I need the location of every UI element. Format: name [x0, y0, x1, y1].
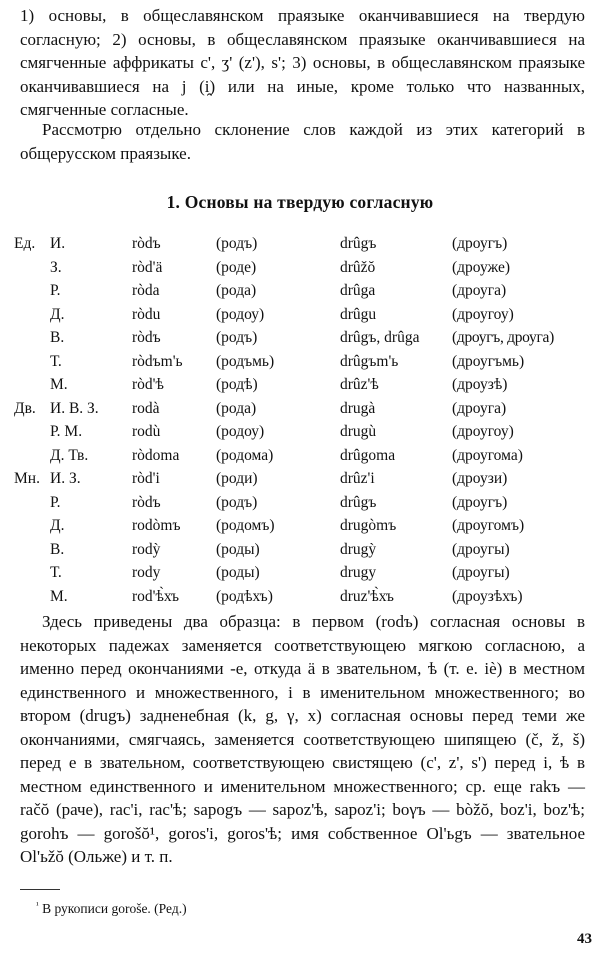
paragraph-commentary: Здесь приведены два образца: в первом (rodъ) согласная основы в некоторых падежах заменяется соответствующею мягкою согласною, а именно перед окончаниями -e, откуда ä в звательном, ѣ (т. е. iè) в местном единственного и множественного, i в именительном множественного; во втором (drugъ) задненебная (k, g, γ, x) согласная основы перед теми же окончаниями, смягчаясь, заменяется соответствующею шипящею (č, ž, š) перед e в звательном, соответствующею свистящею (c', z', s') перед i, ѣ в местном единственного и именительном множественного; ср. еще rakъ — račŏ (раче), rac'i, rac'ѣ; sapogъ — sapoz'ѣ, sapoz'i; boγъ — bòžŏ, boz'i, boz'ѣ; gorohъ — gorošŏ¹, goros'i, goros'ѣ; имя собственное Ol'ьgъ — звательное Ol'ьžŏ (Ольже) и т. п. [20, 612, 585, 866]
drug-latin-form: drûz'i [340, 470, 375, 487]
drug-latin-form: drûgu [340, 305, 377, 323]
drug-cyrillic-form: (дроугы) [452, 564, 510, 581]
paradigm-row [14, 538, 594, 562]
paradigm-row [14, 303, 594, 327]
rod-latin-form: rodòmъ [132, 517, 181, 534]
rod-latin-form: ròdъ [132, 493, 161, 511]
rod-cyrillic-form: (родъ) [216, 493, 258, 511]
drug-latin-form: drugòmъ [340, 517, 397, 534]
paradigm-row [14, 397, 594, 421]
rod-latin-form: ròdъ [132, 329, 161, 346]
paradigm-row [14, 444, 594, 468]
case-label: Р. М. [50, 423, 83, 440]
drug-latin-form: drûgъ, drûga [340, 329, 420, 346]
drug-latin-form: drûgъ [340, 235, 377, 252]
case-label: М. [50, 587, 68, 605]
paradigm-row [14, 326, 594, 350]
drug-latin-form: drugà [340, 399, 376, 417]
rod-latin-form: rody [132, 564, 161, 581]
case-label: И. В. З. [50, 399, 99, 417]
rod-latin-form: ròd'ä [132, 258, 163, 276]
section-heading: 1. Основы на твердую согласную [166, 192, 434, 212]
rod-latin-form: rodà [132, 399, 160, 417]
paradigm-row [14, 420, 594, 444]
drug-latin-form: drûgoma [340, 446, 396, 464]
case-label: Д. [50, 305, 65, 323]
drug-cyrillic-form: (дроугома) [452, 446, 523, 464]
rod-latin-form: ròd'i [132, 470, 160, 487]
rod-cyrillic-form: (родъ) [216, 235, 258, 252]
rod-latin-form: ròd'ѣ [132, 376, 164, 393]
case-group-label: Ед. [14, 235, 36, 252]
drug-cyrillic-form: (дроугомъ) [452, 517, 525, 534]
rod-latin-form: rodù [132, 423, 161, 440]
paradigm-row [14, 256, 594, 280]
drug-latin-form: druz'ѣ̀хъ [340, 587, 394, 605]
drug-latin-form: drugy [340, 564, 377, 581]
drug-cyrillic-form: (дроуга) [452, 282, 507, 299]
drug-cyrillic-form: (дроугоу) [452, 305, 514, 323]
rod-cyrillic-form: (родоу) [216, 305, 265, 323]
drug-cyrillic-form: (дроугоу) [452, 423, 514, 440]
drug-latin-form: drûgъ [340, 493, 377, 511]
case-group-label: Мн. [14, 470, 40, 487]
drug-cyrillic-form: (дроугъ, дроуга) [452, 329, 554, 346]
case-label: Р. [50, 282, 61, 299]
paradigm-row [14, 467, 594, 491]
rod-latin-form: rod'ѣ̀хъ [132, 587, 180, 605]
case-label: В. [50, 540, 65, 558]
paragraph-intro: Рассмотрю отдельно склонение слов каждой из этих категорий в общерусском праязыке. [20, 120, 585, 163]
paradigm-row [14, 350, 594, 374]
rod-cyrillic-form: (родъмь) [216, 352, 275, 370]
rod-latin-form: ròdoma [132, 446, 180, 464]
page-number: 43 [577, 931, 592, 947]
case-label: Д. Тв. [50, 446, 89, 464]
rod-cyrillic-form: (родѣ) [216, 376, 258, 393]
case-label: В. [50, 329, 65, 346]
rod-cyrillic-form: (родоу) [216, 423, 265, 440]
case-group-label: Дв. [14, 399, 36, 417]
drug-cyrillic-form: (дроузѣхъ) [452, 587, 523, 605]
rod-cyrillic-form: (родъ) [216, 329, 258, 346]
footnote-rule [20, 889, 60, 890]
rod-cyrillic-form: (роды) [216, 564, 260, 581]
paradigm-row [14, 561, 594, 585]
rod-cyrillic-form: (рода) [216, 282, 257, 299]
footnote-mark: ¹ [36, 900, 39, 910]
case-label: Т. [50, 352, 62, 370]
rod-cyrillic-form: (роди) [216, 470, 258, 487]
footnote [36, 901, 187, 917]
drug-latin-form: drûz'ѣ [340, 376, 379, 393]
paradigm-row [14, 514, 594, 538]
case-label: М. [50, 376, 68, 393]
footnote-text: В рукописи gorošе. (Ред.) [42, 901, 187, 916]
drug-latin-form: drugù [340, 423, 377, 440]
case-label: Д. [50, 517, 65, 534]
rod-cyrillic-form: (родомъ) [216, 517, 275, 534]
case-label: И. З. [50, 470, 81, 487]
case-label: Р. [50, 493, 61, 511]
paragraph-categories: 1) основы, в общеславянском праязыке оканчивавшиеся на твердую согласную; 2) основы, в общеславянском праязыке оканчивавшиеся на смягченные аффрикаты c', ʒ' (z'), s'; 3) основы, в общеславянском праязыке оканчивавшиеся на j (i̯) или на иные, кроме только что названных, смягченные согласные. [20, 6, 585, 119]
drug-latin-form: drugỳ [340, 540, 377, 558]
paradigm-row [14, 232, 594, 256]
drug-cyrillic-form: (дроузи) [452, 470, 508, 487]
drug-latin-form: drûgъm'ь [340, 352, 399, 370]
drug-latin-form: drûga [340, 282, 376, 299]
drug-cyrillic-form: (дроузѣ) [452, 376, 508, 393]
rod-latin-form: ròdъ [132, 235, 161, 252]
drug-latin-form: drûžŏ [340, 258, 376, 276]
case-label: З. [50, 258, 62, 276]
rod-latin-form: ròda [132, 282, 160, 299]
drug-cyrillic-form: (дроугъмь) [452, 352, 525, 370]
case-label: Т. [50, 564, 62, 581]
case-label: И. [50, 235, 66, 252]
paradigm-row [14, 585, 594, 609]
rod-cyrillic-form: (родѣхъ) [216, 587, 273, 605]
declension-paradigm [14, 232, 594, 608]
paradigm-row [14, 491, 594, 515]
paradigm-row [14, 279, 594, 303]
drug-cyrillic-form: (дроугы) [452, 540, 510, 558]
rod-cyrillic-form: (рода) [216, 399, 257, 417]
drug-cyrillic-form: (дроуга) [452, 399, 507, 417]
rod-latin-form: ròdu [132, 305, 161, 323]
drug-cyrillic-form: (дроугъ) [452, 235, 508, 252]
rod-cyrillic-form: (роде) [216, 258, 257, 276]
rod-latin-form: rodỳ [132, 540, 161, 558]
paradigm-row [14, 373, 594, 397]
rod-cyrillic-form: (роды) [216, 540, 260, 558]
rod-cyrillic-form: (родома) [216, 446, 274, 464]
rod-latin-form: ròdъm'ь [132, 352, 183, 370]
drug-cyrillic-form: (дроуже) [452, 258, 511, 276]
drug-cyrillic-form: (дроугъ) [452, 493, 508, 511]
